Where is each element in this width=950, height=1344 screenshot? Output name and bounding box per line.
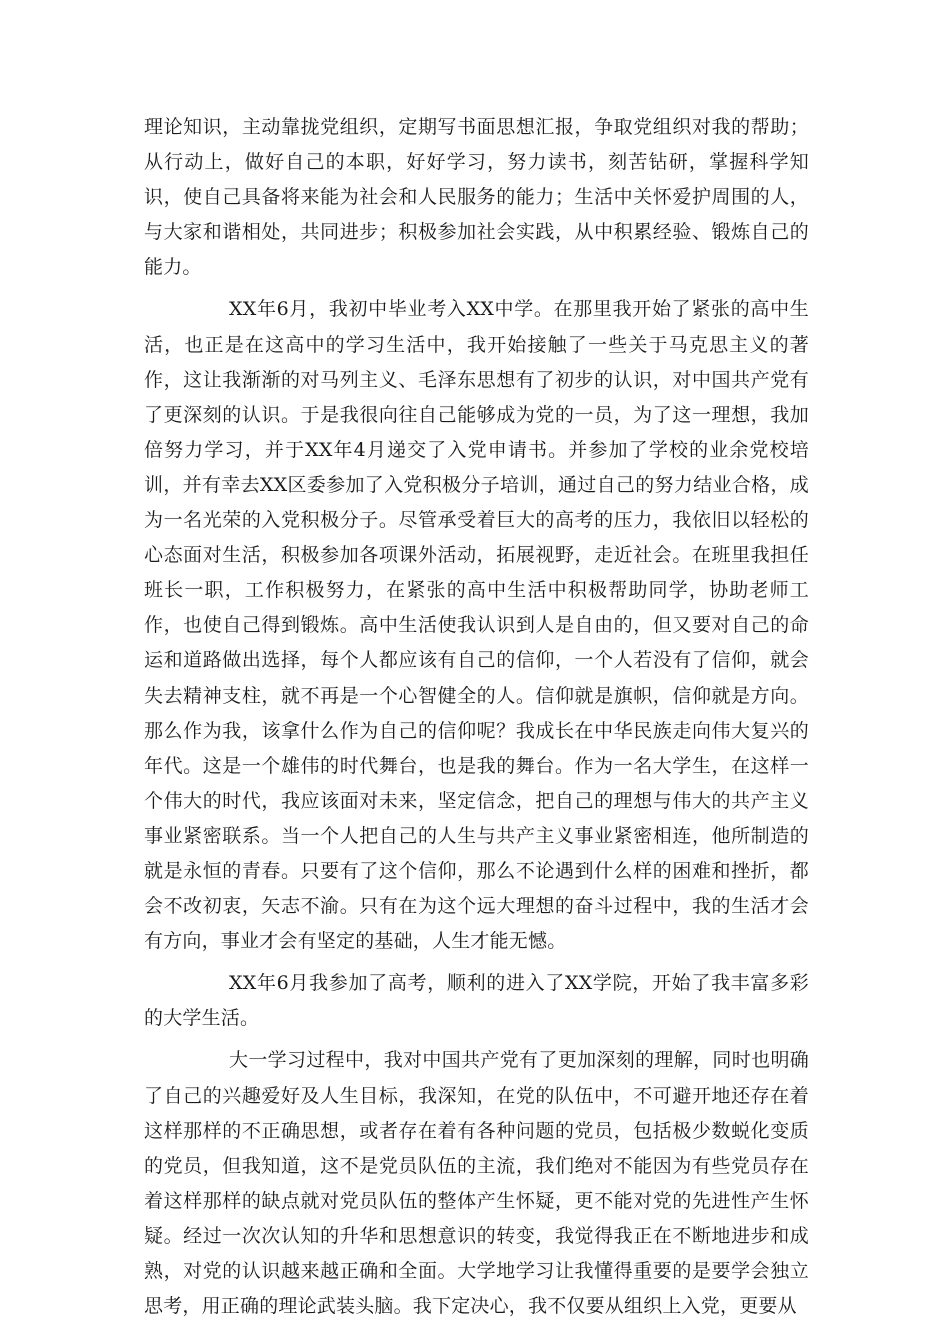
paragraph-2: XX年6月，我初中毕业考入XX中学。在那里我开始了紧张的高中生活，也正是在这高中的学习生活中，我开始接触了一些关于马克思主义的著作，这让我渐渐的对马列主义、毛泽东思想有了初步的认识，对中国共产党有了更深刻的认识。于是我很向往自己能够成为党的一员，为了这一理想，我加倍努力学习，并于XX年4月递交了入党申请书。并参加了学校的业余党校培训，并有幸去XX区委参加了入党积极分子培训，通过自己的努力结业合格，成为一名光荣的入党积极分子。尽管承受着巨大的高考的压力，我依旧以轻松的心态面对生活，积极参加各项课外活动，拓展视野，走近社会。在班里我担任班长一职，工作积极努力，在紧张的高中生活中积极帮助同学，协助老师工作，也使自己得到锻炼。高中生活使我认识到人是自由的，但又要对自己的命运和道路做出选择，每个人都应该有自己的信仰，一个人若没有了信仰，就会失去精神支柱，就不再是一个心智健全的人。信仰就是旗帜，信仰就是方向。那么作为我，该拿什么作为自己的信仰呢？我成长在中华民族走向伟大复兴的年代。这是一个雄伟的时代舞台，也是我的舞台。作为一名大学生，在这样一个伟大的时代，我应该面对未来，坚定信念，把自己的理想与伟大的共产主义事业紧密联系。当一个人把自己的人生与共产主义事业紧密相连，他所制造的就是永恒的青春。只要有了这个信仰，那么不论遇到什么样的困难和挫折，都会不改初衷，矢志不渝。只有在为这个远大理想的奋斗过程中，我的生活才会有方向，事业才会有坚定的基础，人生才能无憾。 (144, 298, 809, 953)
paragraph-3: XX年6月我参加了高考，顺利的进入了XX学院，开始了我丰富多彩的大学生活。 (144, 972, 809, 1030)
paragraph-1: 理论知识，主动靠拢党组织，定期写书面思想汇报，争取党组织对我的帮助；从行动上，做好自己的本职，好好学习，努力读书，刻苦钻研，掌握科学知识，使自己具备将来能为社会和人民服务的能力；生活中关怀爱护周围的人，与大家和谐相处，共同进步；积极参加社会实践，从中积累经验、锻炼自己的能力。 (144, 116, 809, 279)
document-body (144, 110, 809, 1331)
paragraph-4: 大一学习过程中，我对中国共产党有了更加深刻的理解，同时也明确了自己的兴趣爱好及人生目标，我深知，在党的队伍中，不可避开地还存在着这样那样的不正确思想，或者存在着有各种问题的党员，包括极少数蜕化变质的党员，但我知道，这不是党员队伍的主流，我们绝对不能因为有些党员存在着这样那样的缺点就对党员队伍的整体产生怀疑，更不能对党的先进性产生怀疑。经过一次次认知的升华和思想意识的转变，我觉得我正在不断地进步和成熟，对党的认识越来越正确和全面。大学地学习让我懂得重要的是要学会独立思考，用正确的理论武装头脑。我下定决心，我不仅要从组织上入党，更要从 (144, 1049, 809, 1318)
